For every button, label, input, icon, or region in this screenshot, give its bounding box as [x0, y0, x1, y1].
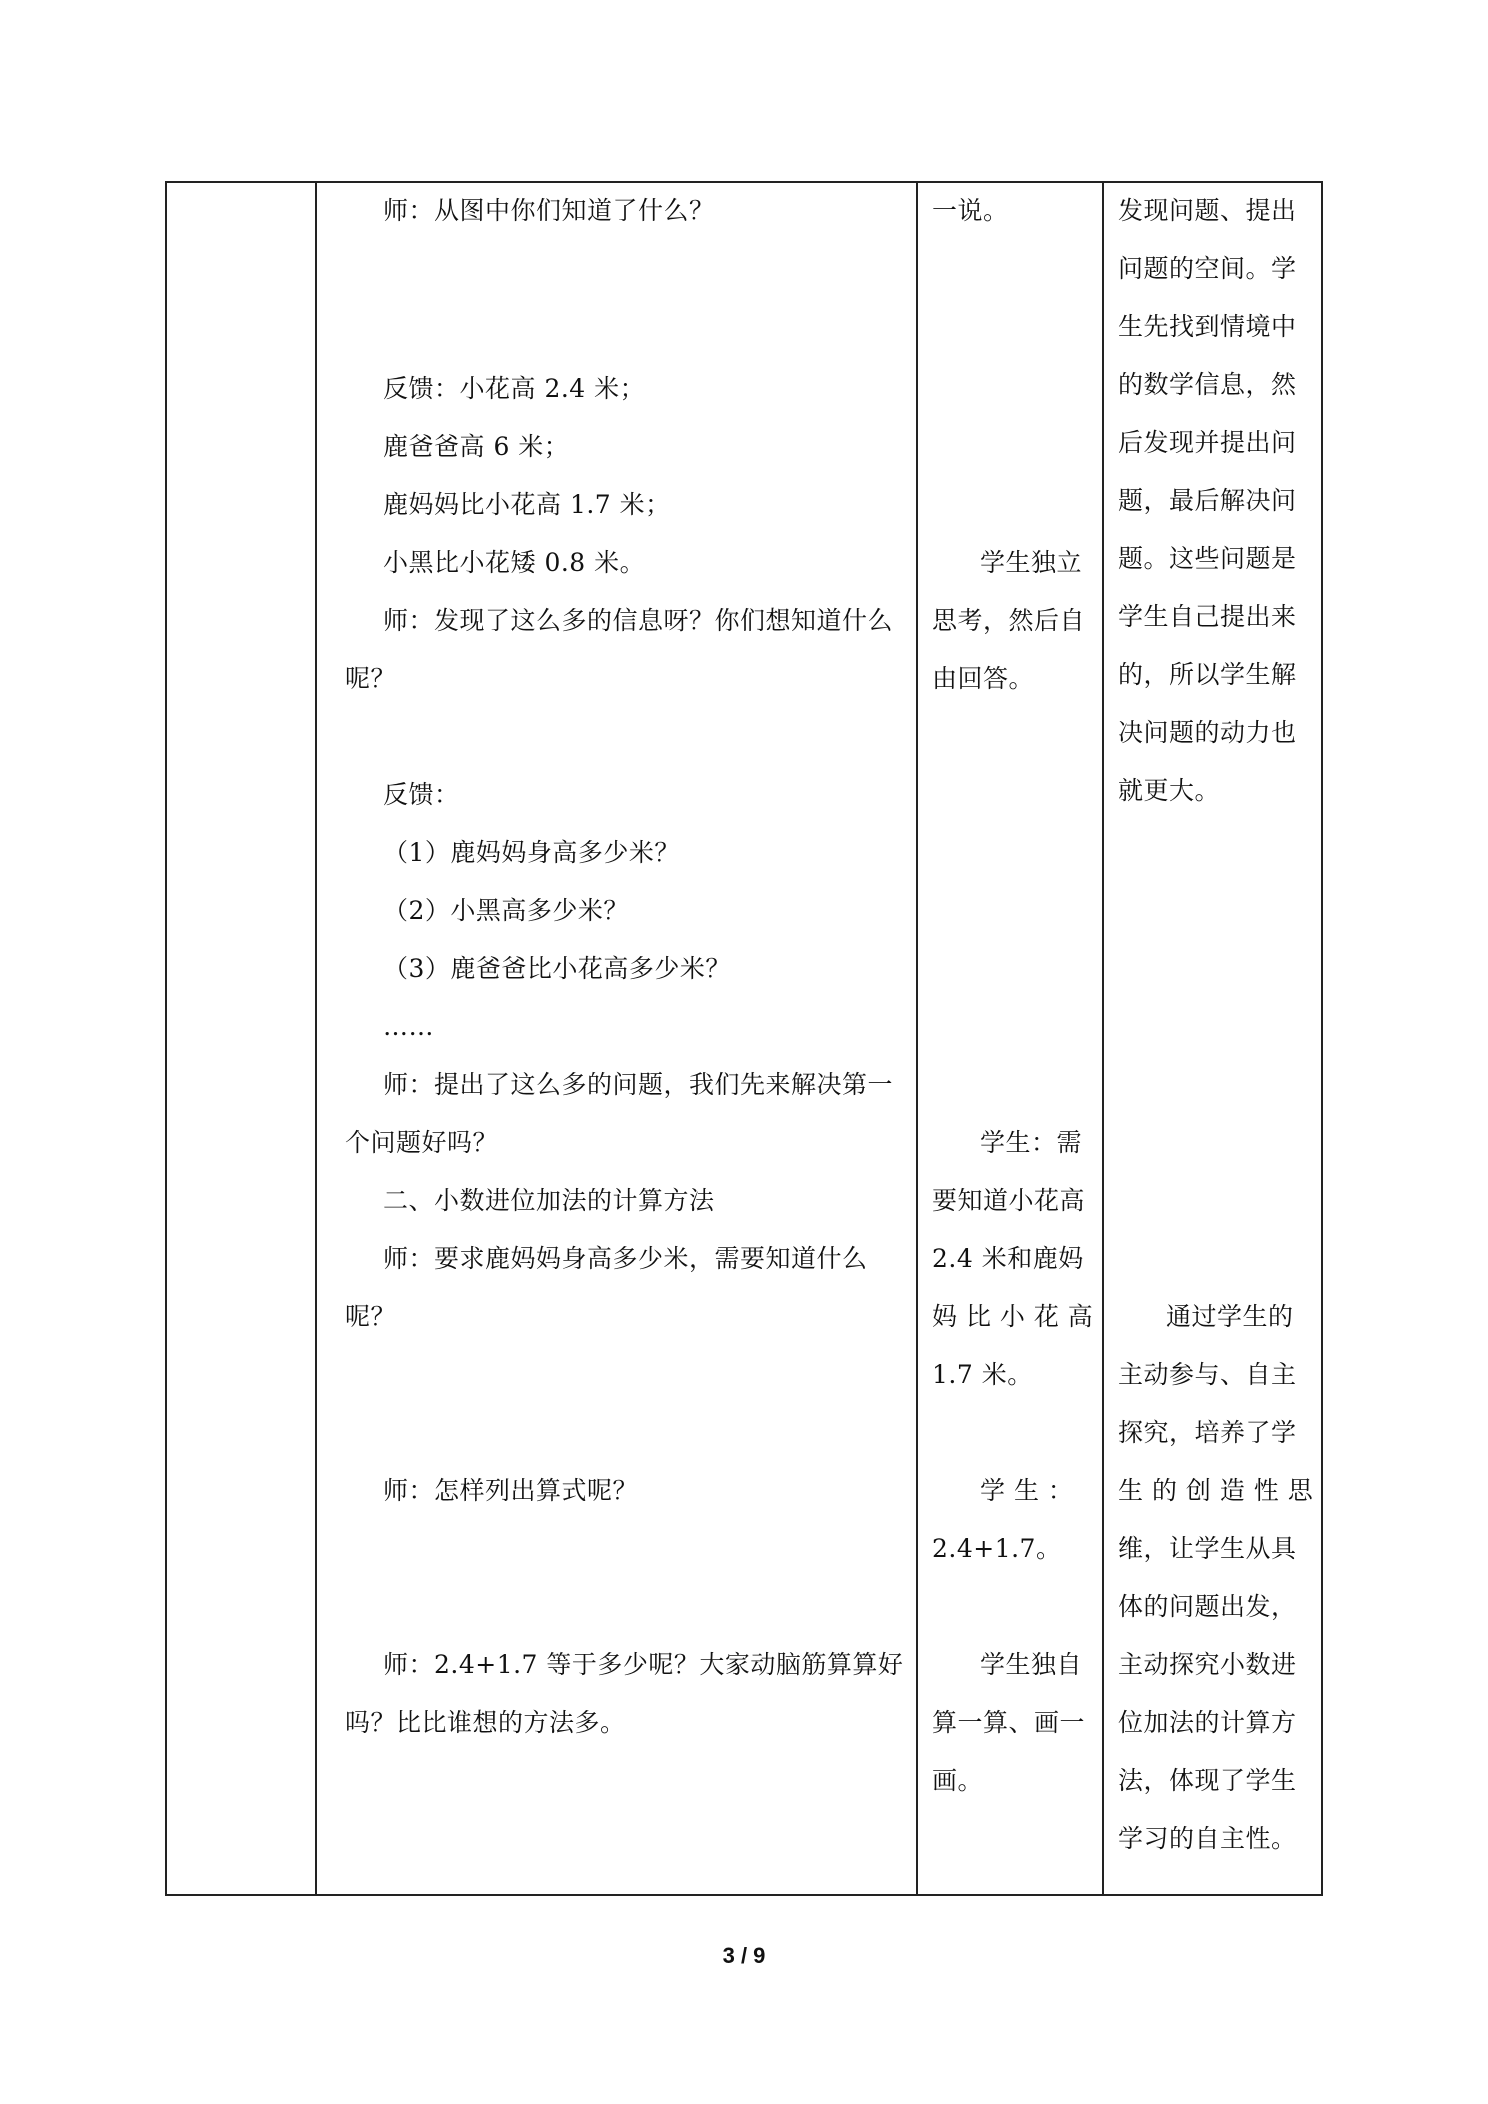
intent-line: 位加法的计算方 [1118, 1708, 1297, 1737]
intent-line: 生先找到情境中 [1118, 312, 1297, 341]
teacher-activity-column [317, 183, 918, 1894]
student-line: 2.4+1.7。 [932, 1534, 1062, 1563]
student-line: 由回答。 [932, 664, 1035, 693]
teacher-line: 小黑比小花矮 0.8 米。 [383, 548, 646, 577]
student-line: 一说。 [932, 196, 1009, 225]
intent-line: 题。这些问题是 [1118, 544, 1297, 573]
intent-line: 决问题的动力也 [1118, 718, 1297, 747]
teacher-line: （2）小黑高多少米？ [383, 896, 629, 925]
teacher-line: 师：提出了这么多的问题，我们先来解决第一 [383, 1070, 894, 1099]
student-line: 2.4 米和鹿妈 [932, 1244, 1084, 1273]
teacher-line: 呢？ [345, 1302, 397, 1331]
student-activity-column [918, 183, 1104, 1894]
teacher-line: 鹿妈妈比小花高 1.7 米； [383, 490, 671, 519]
student-line: 算一算、画一 [932, 1708, 1086, 1737]
teacher-line: 师：要求鹿妈妈身高多少米，需要知道什么 [383, 1244, 868, 1273]
intent-line: 学生自己提出来 [1118, 602, 1297, 631]
teacher-line: …… [383, 1012, 434, 1041]
intent-line: 题，最后解决问 [1118, 486, 1297, 515]
student-line: 学 生 ： [980, 1476, 1074, 1505]
teacher-line: 师：2.4+1.7 等于多少呢？大家动脑筋算算好 [383, 1650, 904, 1679]
teacher-line: （1）鹿妈妈身高多少米？ [383, 838, 680, 867]
student-line: 学生：需 [980, 1128, 1083, 1157]
teacher-line: 呢？ [345, 664, 397, 693]
intent-line: 的数学信息，然 [1118, 370, 1297, 399]
design-intent-column [1104, 183, 1321, 1894]
intent-line: 通过学生的 [1166, 1302, 1294, 1331]
teacher-line: 师：从图中你们知道了什么？ [383, 196, 715, 225]
teacher-line: 反馈：小花高 2.4 米； [383, 374, 646, 403]
page-number: 3 / 9 [722, 1943, 766, 1968]
student-line: 学生独立 [980, 548, 1083, 577]
intent-line: 探究，培养了学 [1118, 1418, 1297, 1447]
intent-line: 就更大。 [1118, 776, 1221, 805]
intent-line: 发现问题、提出 [1118, 196, 1297, 225]
student-line-text: 妈 比 小 花 高 [932, 1302, 1094, 1331]
student-line: 要知道小花高 [932, 1186, 1086, 1215]
intent-line: 问题的空间。学 [1118, 254, 1297, 283]
teacher-line: 鹿爸爸高 6 米； [383, 432, 570, 461]
student-line: 画。 [932, 1766, 984, 1795]
teacher-line: 师：发现了这么多的信息呀？你们想知道什么 [383, 606, 894, 635]
teacher-line: 师：怎样列出算式呢？ [383, 1476, 639, 1505]
intent-line: 维，让学生从具 [1118, 1534, 1297, 1563]
intent-line: 法，体现了学生 [1118, 1766, 1297, 1795]
intent-line: 主动探究小数进 [1118, 1650, 1297, 1679]
teacher-line: 个问题好吗？ [345, 1128, 499, 1157]
intent-line: 生 的 创 造 性 思 [1118, 1476, 1314, 1505]
student-line: 1.7 米。 [932, 1360, 1033, 1389]
student-line: 思考，然后自 [932, 606, 1086, 635]
intent-line: 主动参与、自主 [1118, 1360, 1297, 1389]
stage-column [167, 183, 317, 1894]
intent-line: 体的问题出发， [1118, 1592, 1297, 1621]
student-line [932, 1288, 1094, 1346]
lesson-table [165, 181, 1323, 1896]
teacher-line: 反馈： [383, 780, 460, 809]
intent-line: 的，所以学生解 [1118, 660, 1297, 689]
intent-line: 学习的自主性。 [1118, 1824, 1297, 1853]
teacher-line: 吗？比比谁想的方法多。 [345, 1708, 626, 1737]
student-line: 学生独自 [980, 1650, 1083, 1679]
teacher-line: （3）鹿爸爸比小花高多少米？ [383, 954, 731, 983]
section-heading: 二、小数进位加法的计算方法 [383, 1186, 715, 1215]
intent-line: 后发现并提出问 [1118, 428, 1297, 457]
